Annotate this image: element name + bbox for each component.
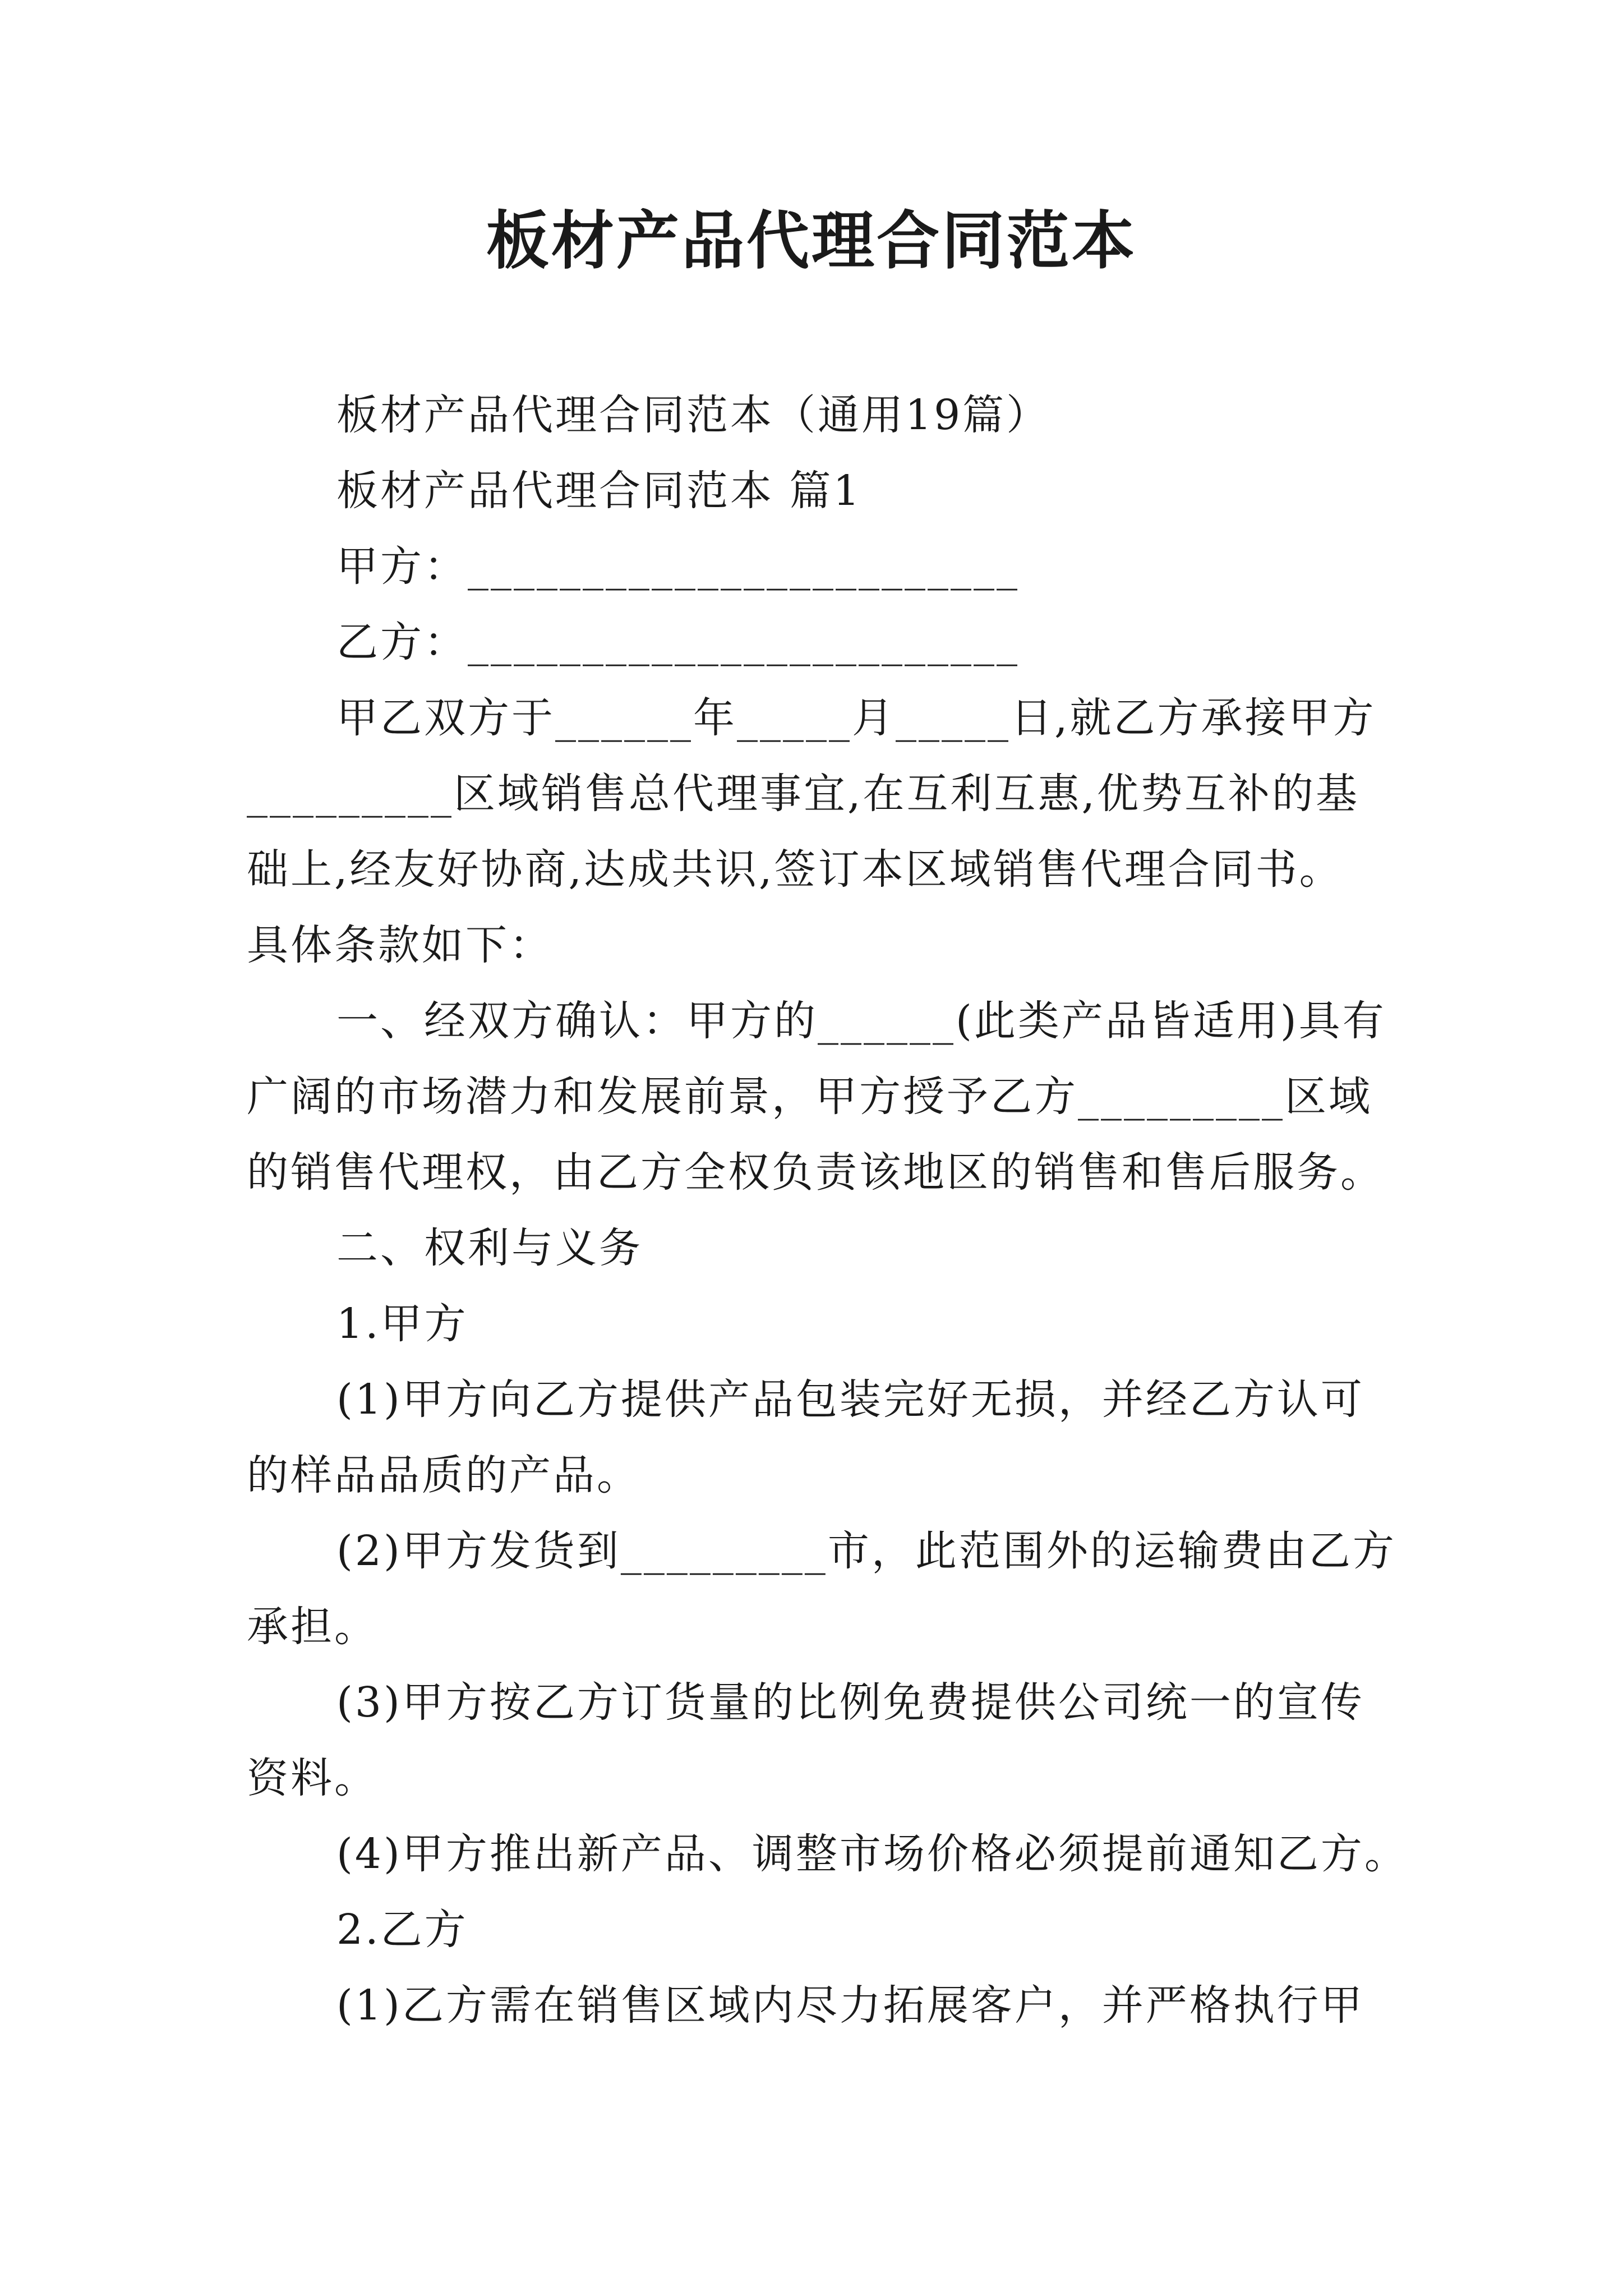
clause-line: (1)乙方需在销售区域内尽力拓展客户，并严格执行甲: [336, 1981, 1364, 2030]
paragraph-line: 甲乙双方于______年_____月_____日,就乙方承接甲方: [336, 694, 1376, 742]
clause-line: (1)甲方向乙方提供产品包装完好无损，并经乙方认可: [336, 1375, 1364, 1424]
clause-line: (3)甲方按乙方订货量的比例免费提供公司统一的宣传: [336, 1678, 1364, 1727]
subtitle-line: 板材产品代理合同范本（通用19篇）: [336, 391, 1050, 439]
clause-line: (2)甲方发货到_________市，此范围外的运输费由乙方: [336, 1527, 1396, 1575]
clause-line: 承担。: [247, 1603, 378, 1651]
paragraph-line: 广阔的市场潜力和发展前景，甲方授予乙方_________区域: [247, 1073, 1372, 1121]
document-title: 板材产品代理合同范本: [486, 204, 1137, 278]
subsection-heading: 2.乙方: [336, 1906, 468, 1954]
paragraph-line: _________区域销售总代理事宜,在互利互惠,优势互补的基: [247, 770, 1360, 818]
clause-line: 资料。: [247, 1754, 378, 1802]
party-a-field: 甲方：________________________: [336, 542, 1020, 591]
party-b-field: 乙方：________________________: [336, 618, 1020, 666]
paragraph-line: 础上,经友好协商,达成共识,签订本区域销售代理合同书。: [247, 845, 1343, 894]
paragraph-line: 具体条款如下：: [247, 921, 553, 969]
paragraph-line: 一、经双方确认：甲方的______(此类产品皆适用)具有: [336, 997, 1386, 1045]
clause-line: 的样品品质的产品。: [247, 1451, 640, 1499]
section-heading: 板材产品代理合同范本 篇1: [336, 467, 862, 515]
paragraph-line: 的销售代理权，由乙方全权负责该地区的销售和售后服务。: [247, 1148, 1384, 1197]
subsection-heading: 1.甲方: [336, 1300, 468, 1348]
clause-line: (4)甲方推出新产品、调整市场价格必须提前通知乙方。: [336, 1830, 1408, 1878]
section-heading: 二、权利与义务: [336, 1224, 643, 1272]
